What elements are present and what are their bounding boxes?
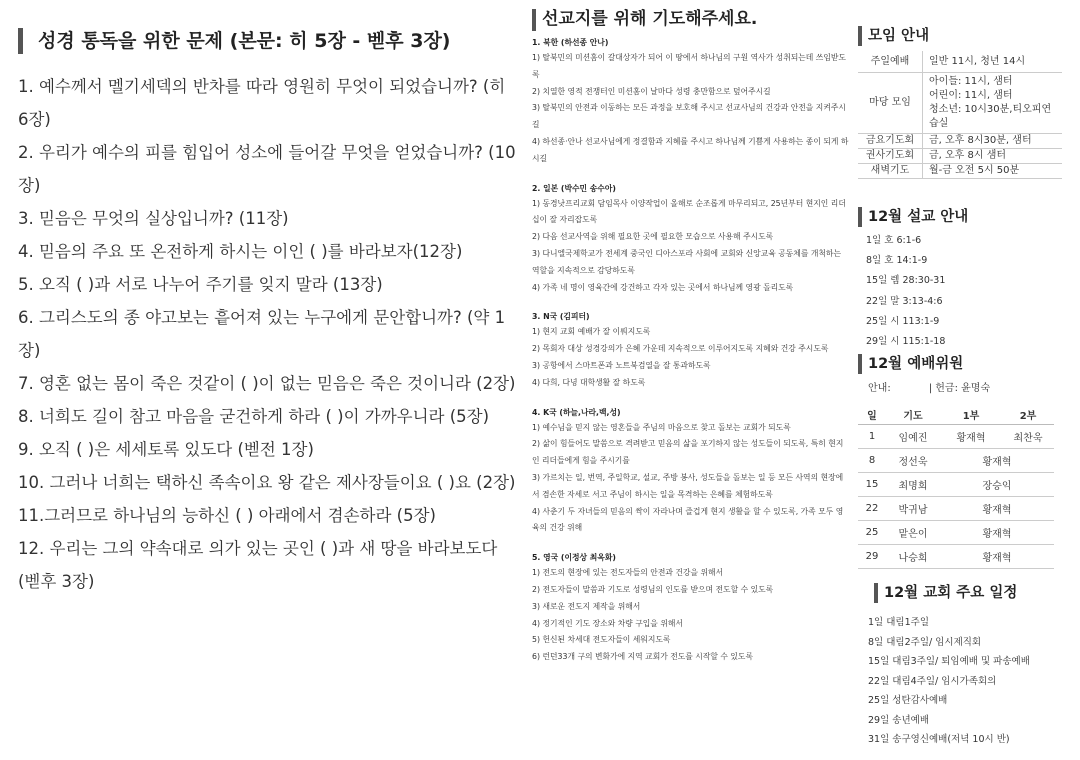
bible-quiz-section	[18, 0, 518, 598]
meeting-guide-title: 모임 안내	[858, 26, 1073, 46]
worship-row	[858, 425, 1054, 449]
bible-quiz-title: 성경 통독을 위한 문제 (본문: 히 5장 - 벧후 3장)	[18, 26, 518, 56]
worship-header-cell: 기도	[886, 404, 940, 425]
meeting-value: 월-금 오전 5시 50분	[923, 164, 1063, 179]
worship-cell: 최명희	[886, 473, 940, 497]
worship-cell: 최찬욱	[1002, 425, 1054, 449]
question-item: 4. 믿음의 주요 또 온전하게 하시는 이인 ( )를 바라보자(12장)	[18, 242, 463, 261]
prayer-item: 4) 가족 네 명이 영육간에 강건하고 각자 있는 곳에서 하나님께 영광 돌리도록	[532, 282, 794, 292]
question-item: 2. 우리가 예수의 피를 힘입어 성소에 들어갈 무엇을 얻었습니까? (10장)	[18, 143, 516, 195]
sermon-item: 8일 호 14:1-9	[866, 255, 928, 267]
prayer-item: 2) 전도자들이 말씀과 기도로 성령님의 인도를 받으며 전도할 수 있도록	[532, 584, 774, 594]
prayer-group-heading: 5. 영국 (이정상 최옥화)	[532, 553, 616, 563]
question-item: 1. 예수께서 멜기세덱의 반차를 따라 영원히 무엇이 되었습니까? (히 6장)	[18, 77, 506, 129]
prayer-item: 2) 치열한 영적 전쟁터인 미션홈이 날마다 성령 충만함으로 덮어주시길	[532, 86, 771, 96]
worship-header-cell: 일	[858, 404, 886, 425]
worship-cell: 맡은이	[886, 521, 940, 545]
meeting-value: 일반 11시, 청년 14시	[923, 51, 1063, 73]
worship-table	[858, 404, 1054, 569]
worship-cell: 8	[858, 449, 886, 473]
worship-cell: 22	[858, 497, 886, 521]
sermon-item: 1일 호 6:1-6	[866, 235, 922, 246]
prayer-item: 1) 현지 교회 예배가 잘 이뤄지도록	[532, 327, 651, 337]
question-item: 7. 영혼 없는 몸이 죽은 것같이 ( )이 없는 믿음은 죽은 것이니라 (2장)	[18, 374, 516, 393]
prayer-group-k-country	[532, 406, 850, 538]
worship-cell: 1	[858, 425, 886, 449]
worship-cell: 박귀남	[886, 497, 940, 521]
prayer-item: 3) 공항에서 스마트폰과 노트북검열을 잘 통과하도록	[532, 360, 711, 370]
worship-cell: 25	[858, 521, 886, 545]
question-item: 8. 너희도 길이 참고 마음을 굳건하게 하라 ( )이 가까우니라 (5장)	[18, 407, 490, 426]
question-item: 6. 그리스도의 종 야고보는 흩어져 있는 누구에게 문안합니까? (약 1장)	[18, 308, 506, 360]
prayer-item: 1) 전도의 현장에 있는 전도자들의 안전과 건강을 위해서	[532, 568, 724, 578]
question-item: 12. 우리는 그의 약속대로 의가 있는 곳인 ( )과 새 땅을 바라보도다 (벧후 3장)	[18, 539, 498, 591]
prayer-item: 2) 다음 선교사역을 위해 필요한 곳에 필요한 모습으로 사용해 주시도록	[532, 232, 774, 242]
worship-row	[858, 497, 1054, 521]
prayer-group-n-country	[532, 310, 850, 391]
sermon-list	[858, 231, 1073, 352]
worship-header-cell: 1부	[940, 404, 1002, 425]
question-item: 3. 믿음은 무엇의 실상입니까? (11장)	[18, 209, 289, 228]
worship-cell: 임예진	[886, 425, 940, 449]
meeting-key: 주일예배	[858, 51, 923, 73]
meeting-row	[858, 73, 1062, 134]
sermon-item: 22일 말 3:13-4:6	[866, 295, 943, 307]
mission-prayer-section	[532, 0, 850, 666]
sermon-item: 29일 시 115:1-18	[866, 336, 946, 348]
meeting-row	[858, 134, 1062, 149]
prayer-item: 2) 목회자 대상 성경강의가 은혜 가운데 지속적으로 이루어지도록 지혜와 건강 주시도록	[532, 344, 829, 354]
prayer-group-uk	[532, 551, 850, 666]
worship-cell: 정선욱	[886, 449, 940, 473]
prayer-item: 4) 하선종·안나 선교사님에게 정결함과 지혜를 주시고 하나님께 기쁨게 사용하는 종이 되게 하시길	[532, 136, 849, 163]
schedule-list	[858, 613, 1073, 750]
offering-label: | 헌금: 윤명숙	[928, 383, 991, 395]
mission-prayer-title: 선교지를 위해 기도해주세요.	[532, 8, 850, 30]
meeting-row	[858, 164, 1062, 179]
prayer-item: 3) 다니엘국제학교가 전세계 중국인 디아스포라 사회에 교회와 신앙교육 공동체를 개척하는 역할을 지속적으로 감당하도록	[532, 248, 841, 275]
meeting-table	[858, 51, 1062, 179]
prayer-item: 3) 새로운 전도지 제작을 위해서	[532, 601, 641, 611]
prayer-item: 3) 가르치는 일, 번역, 주일학교, 설교, 주방 봉사, 성도들을 돌보는 일 등 모든 사역의 현장에서 겸손한 자세로 서고 주님이 하시는 일을 목격하는 은혜를 체험하도록	[532, 472, 844, 499]
prayer-group-north-korea	[532, 36, 850, 168]
worship-row	[858, 473, 1054, 497]
prayer-item: 2) 삶이 힘들어도 말씀으로 격려받고 믿음의 삶을 포기하지 않는 성도들이 되도록, 특히 현지인 리더들에게 힘을 주시기를	[532, 439, 844, 466]
church-info-section	[858, 0, 1073, 750]
worship-cell: 나승희	[886, 545, 940, 569]
prayer-group-heading: 4. K국 (하늘,나라,백,성)	[532, 407, 621, 417]
prayer-item: 6) 런던33개 구의 변화가에 지역 교회가 전도를 시작할 수 있도록	[532, 652, 753, 662]
worship-row	[858, 449, 1054, 473]
schedule-item: 22일 대림4주일/ 임시가족회의	[868, 675, 997, 687]
meeting-value: 아이들: 11시, 샘터 어린이: 11시, 샘터 청소년: 10시30분,티오피연습실	[923, 73, 1063, 134]
schedule-item: 31일 송구영신예배(저녁 10시 반)	[868, 734, 1010, 746]
church-schedule-title: 12월 교회 주요 일정	[874, 583, 1073, 603]
worship-header-row	[858, 404, 1054, 425]
sermon-item: 25일 시 113:1-9	[866, 315, 940, 327]
schedule-item: 8일 대림2주일/ 임시제직회	[868, 636, 982, 648]
worship-cell: 황재혁	[940, 545, 1054, 569]
question-item: 11.그러므로 하나님의 능하신 ( ) 아래에서 겸손하라 (5장)	[18, 506, 436, 525]
meeting-key: 금요기도회	[858, 134, 923, 149]
schedule-item: 29일 송년예배	[868, 714, 929, 726]
meeting-key: 새벽기도	[858, 164, 923, 179]
worship-cell: 15	[858, 473, 886, 497]
prayer-group-japan	[532, 182, 850, 297]
prayer-item: 4) 정기적인 기도 장소와 차량 구입을 위해서	[532, 618, 683, 628]
prayer-item: 5) 헌신된 차세대 전도자들이 세워지도록	[532, 635, 671, 645]
prayer-group-heading: 2. 일본 (박수민 송수아)	[532, 183, 616, 193]
schedule-item: 15일 대림3주일/ 퇴임예배 및 파송예배	[868, 656, 1030, 668]
schedule-item: 1일 대림1주일	[868, 617, 929, 629]
question-item: 9. 오직 ( )은 세세토록 있도다 (벧전 1장)	[18, 440, 314, 459]
meeting-value: 금, 오후 8시 샘터	[923, 149, 1063, 164]
question-list	[18, 70, 518, 598]
worship-cell: 황재혁	[940, 521, 1054, 545]
meeting-key: 마당 모임	[858, 73, 923, 134]
prayer-group-heading: 1. 북한 (하선종 안나)	[532, 38, 609, 47]
meeting-row	[858, 149, 1062, 164]
worship-cell: 장승익	[940, 473, 1054, 497]
prayer-item: 3) 탈북민의 안전과 이동하는 모든 과정을 보호해 주시고 선교사님의 건강과 안전을 지켜주시길	[532, 103, 846, 130]
guide-label: 안내:	[868, 383, 891, 395]
question-item: 10. 그러나 너희는 택하신 족속이요 왕 같은 제사장들이요 ( )요 (2장)	[18, 473, 516, 492]
sermon-guide-title: 12월 설교 안내	[858, 207, 1073, 227]
schedule-item: 25일 성탄감사예배	[868, 695, 948, 707]
prayer-item: 1) 탈북민의 미션홈이 갈대상자가 되어 이 땅에서 하나님의 구원 역사가 성취되는데 쓰임받도록	[532, 53, 846, 79]
prayer-group-heading: 3. N국 (김피터)	[532, 312, 590, 322]
worship-row	[858, 545, 1054, 569]
worship-cell: 황재혁	[940, 425, 1002, 449]
worship-cell: 황재혁	[940, 497, 1054, 521]
prayer-item: 4) 다희, 다녕 대학생활 잘 하도록	[532, 377, 646, 387]
prayer-item: 1) 동경낫프리교회 담임목사 이양작업이 올해로 순조롭게 마무리되고, 25년부터 현지인 리더십이 잘 자리잡도록	[532, 198, 846, 225]
prayer-item: 1) 예수님을 믿지 않는 영혼들을 주님의 마음으로 찾고 돌보는 교회가 되도록	[532, 422, 791, 432]
worship-committee-title: 12월 예배위원	[858, 354, 1073, 374]
worship-info-line	[858, 380, 1073, 398]
meeting-value: 금, 오후 8시30분, 샘터	[923, 134, 1063, 149]
worship-cell: 황재혁	[940, 449, 1054, 473]
meeting-key: 권사기도회	[858, 149, 923, 164]
worship-row	[858, 521, 1054, 545]
worship-header-cell: 2부	[1002, 404, 1054, 425]
sermon-item: 15일 렘 28:30-31	[866, 275, 946, 287]
meeting-row	[858, 51, 1062, 73]
worship-cell: 29	[858, 545, 886, 569]
question-item: 5. 오직 ( )과 서로 나누어 주기를 잊지 말라 (13장)	[18, 275, 383, 294]
prayer-item: 4) 사춘기 두 자녀들의 믿음의 싹이 자라나며 즐겁게 현지 생활을 할 수 있도록, 가족 모두 영육의 건강 위해	[532, 506, 844, 533]
